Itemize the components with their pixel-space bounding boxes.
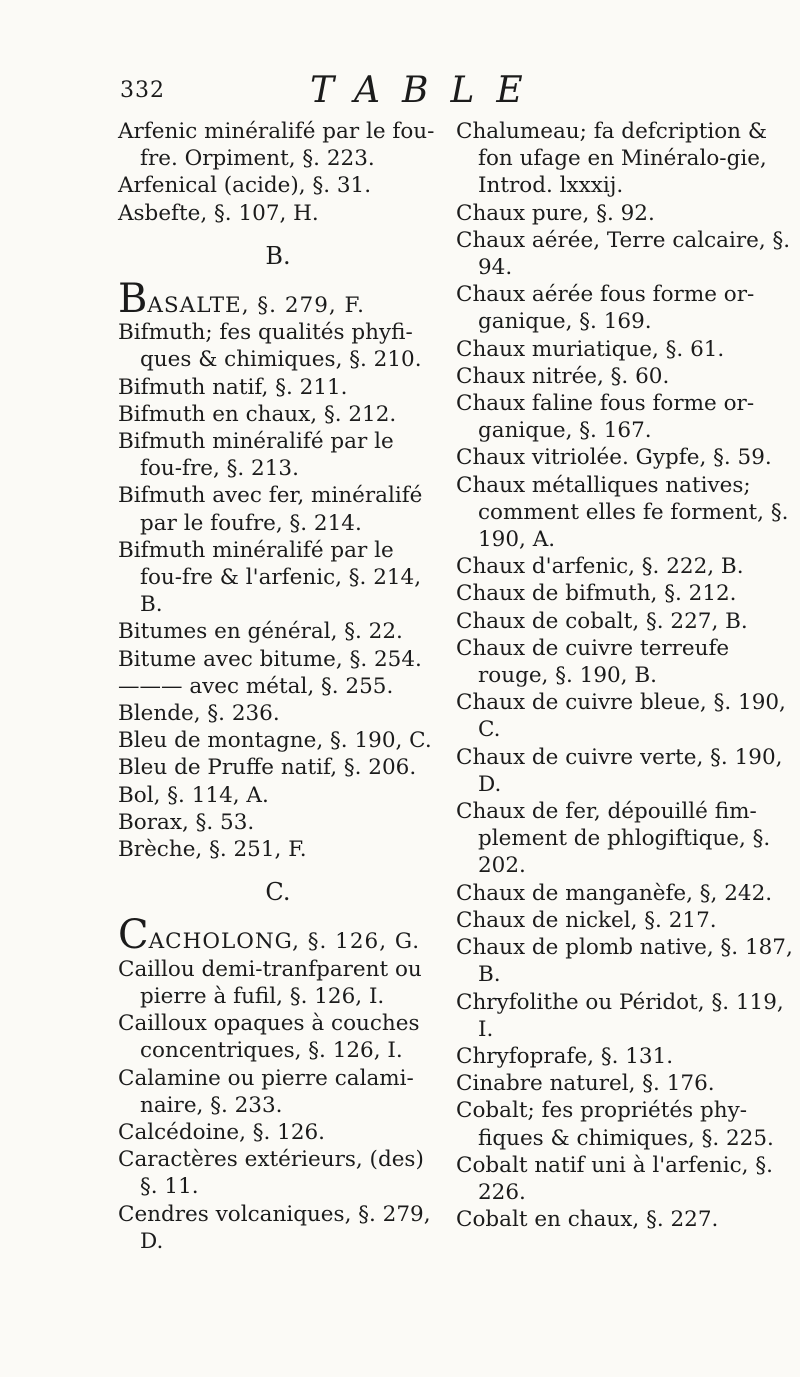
index-entry: Chaux pure, §. 92. (456, 200, 655, 226)
index-entry: ——— avec métal, §. 255. (118, 673, 394, 699)
index-entry: Chaux faline fous forme or-ganique, §. 167. (456, 391, 755, 444)
index-entry: Chryfoprafe, §. 131. (456, 1043, 674, 1069)
index-entry: Chaux d'arfenic, §. 222, B. (456, 554, 744, 580)
left-column (118, 118, 438, 1255)
entry-text: ACHOLONG, §. 126, G. (148, 929, 421, 955)
index-entry: Bleu de Pruffe natif, §. 206. (118, 755, 417, 781)
index-entry: Cinabre naturel, §. 176. (456, 1071, 715, 1097)
index-entry: Chaux de nickel, §. 217. (456, 907, 717, 933)
index-entry: Asbefte, §. 107, H. (118, 200, 319, 226)
index-entry: Bifmuth minéralifé par le fou-fre, §. 213. (118, 429, 394, 482)
index-entry: Bol, §. 114, A. (118, 782, 269, 808)
index-entry: Chaux aérée fous forme or-ganique, §. 169. (456, 282, 755, 335)
index-entry: Blende, §. 236. (118, 701, 280, 727)
entry-text: ASALTE, §. 279, F. (147, 293, 365, 319)
index-entry: Bitumes en général, §. 22. (118, 619, 403, 645)
index-entry: Chaux de cuivre verte, §. 190, D. (456, 744, 783, 797)
index-entry: Chaux de cobalt, §. 227, B. (456, 608, 748, 634)
index-entry: Cendres volcaniques, §. 279, D. (118, 1201, 431, 1254)
page-header (120, 70, 620, 120)
index-entry: Chaux de fer, dépouillé fim-plement de phlogiftique, §. 202. (456, 799, 771, 879)
index-entry: Chalumeau; fa defcription & fon ufage en Minéralo-gie, Introd. lxxxij. (456, 119, 767, 199)
index-entry: Chaux muriatique, §. 61. (456, 336, 725, 362)
index-entry: Arfenic minéralifé par le fou-fre. Orpiment, §. 223. (118, 119, 435, 172)
index-entry: Bitume avec bitume, §. 254. (118, 646, 422, 672)
drop-initial: C (118, 912, 149, 959)
section-letter-b: B. (265, 241, 291, 270)
index-entry: Chaux de cuivre bleue, §. 190, C. (456, 690, 786, 743)
index-entry: Calcédoine, §. 126. (118, 1119, 326, 1145)
index-entry: Cobalt; fes propriétés phy-fiques & chimiques, §. 225. (456, 1098, 774, 1151)
index-entry: Chaux métalliques natives; comment elles fe forment, §. 190, A. (456, 472, 789, 553)
index-entry: Chaux de bifmuth, §. 212. (456, 581, 737, 607)
running-title: TABLE (310, 70, 545, 111)
index-entry: Borax, §. 53. (118, 809, 255, 835)
drop-initial: B (118, 276, 148, 323)
index-entry: Bifmuth minéralifé par le fou-fre & l'arfenic, §. 214, B. (118, 537, 422, 618)
index-entry: Brèche, §. 251, F. (118, 837, 307, 863)
index-entry: Chaux nitrée, §. 60. (456, 363, 670, 389)
index-entry: Chaux vitriolée. Gypfe, §. 59. (456, 445, 772, 471)
index-entry: Chaux de manganèfe, §, 242. (456, 880, 773, 906)
index-entry: Caractères extérieurs, (des) §. 11. (118, 1147, 424, 1200)
index-entry: Bifmuth natif, §. 211. (118, 374, 348, 400)
index-entry: Cailloux opaques à couches concentriques, §. 126, I. (118, 1011, 420, 1064)
index-entry: Bifmuth en chaux, §. 212. (118, 401, 397, 427)
index-entry: Arfenical (acide), §. 31. (118, 173, 372, 199)
section-letter-c: C. (265, 878, 291, 907)
index-entry: Chaux de cuivre terreufe rouge, §. 190, B. (456, 635, 730, 689)
index-entry: Bifmuth avec fer, minéralifé par le foufre, §. 214. (118, 483, 423, 536)
index-entry: Chaux aérée, Terre calcaire, §. 94. (456, 227, 791, 281)
index-entry: Calamine ou pierre calami-naire, §. 233. (118, 1065, 414, 1118)
index-entry: Cobalt natif uni à l'arfenic, §. 226. (456, 1152, 773, 1205)
page-number: 332 (120, 78, 165, 103)
index-entry: Bleu de montagne, §. 190, C. (118, 728, 432, 754)
index-entry: Chaux de plomb native, §. 187, B. (456, 935, 793, 988)
index-entry: Bifmuth; fes qualités phyfi-ques & chimiques, §. 210. (118, 320, 422, 373)
index-entry: Chryfolithe ou Péridot, §. 119, I. (456, 989, 784, 1042)
index-entry: Cobalt en chaux, §. 227. (456, 1207, 719, 1233)
index-entry (118, 912, 438, 959)
index-entry: Caillou demi-tranfparent ou pierre à fufil, §. 126, I. (118, 956, 422, 1009)
right-column (456, 118, 796, 1233)
index-entry (118, 276, 438, 323)
